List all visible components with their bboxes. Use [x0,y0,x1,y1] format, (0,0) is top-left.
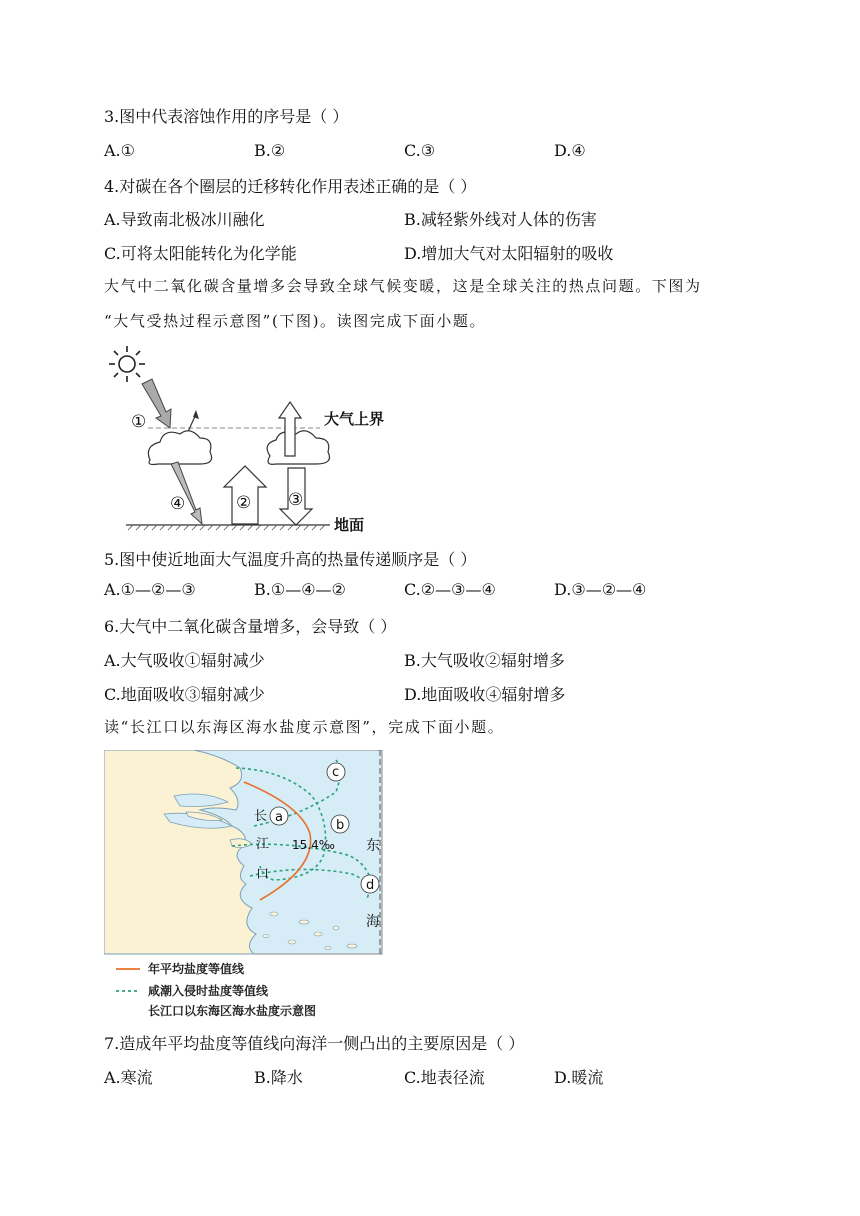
q4-option-a: A.导致南北极冰川融化 [104,210,265,229]
label-hai: 海 [366,914,380,930]
intro-paragraph-line1: 大气中二氧化碳含量增多会导致全球气候变暖，这是全球关注的热点问题。下图为 [104,277,702,295]
q7-option-d: D.暖流 [554,1068,604,1087]
intro-paragraph-line2: “大气受热过程示意图”(下图)。读图完成下面小题。 [104,312,487,330]
marker-4: ④ [170,494,186,514]
map-legend [112,958,392,1024]
q6-stem: 6.大气中二氧化碳含量增多，会导致（ ） [104,617,397,636]
point-d: d [366,878,375,893]
marker-1: ① [131,412,147,432]
left-cloud [148,431,211,465]
solar-radiation-arrow [142,379,171,428]
q4-option-d: D.增加大气对太阳辐射的吸收 [404,244,614,263]
q7-option-b: B.降水 [254,1068,303,1087]
right-cloud [267,431,329,465]
q7-option-c: C.地表径流 [404,1068,485,1087]
sun-icon [109,346,145,382]
q3-option-d: D.④ [554,141,586,160]
q7-option-a: A.寒流 [104,1068,153,1087]
map-intro: 读“长江口以东海区海水盐度示意图”，完成下面小题。 [104,718,505,736]
label-salinity: 15.4‰ [292,838,335,852]
q3-option-a: A.① [104,141,135,160]
q6-option-c: C.地面吸收③辐射减少 [104,685,265,704]
point-b: b [336,818,345,833]
q4-option-b: B.减轻紫外线对人体的伤害 [404,210,597,229]
q3-option-b: B.② [254,141,286,160]
q5-option-b: B.①—④—② [254,580,346,599]
legend-annual: 年平均盐度等值线 [148,962,245,976]
atmosphere-heating-diagram [100,342,400,532]
salinity-map [104,750,384,956]
q5-stem: 5.图中使近地面大气温度升高的热量传递顺序是（ ） [104,550,477,569]
label-kou: 口 [256,867,270,882]
label-atmosphere-top: 大气上界 [324,410,385,428]
label-dong: 东 [366,838,380,854]
q5-option-a: A.①—②—③ [104,580,196,599]
legend-saltwater: 咸潮入侵时盐度等值线 [148,984,269,998]
q5-option-d: D.③—②—④ [554,580,647,599]
label-ground: 地面 [334,516,365,532]
q7-stem: 7.造成年平均盐度等值线向海洋一侧凸出的主要原因是（ ） [104,1034,525,1053]
q6-option-b: B.大气吸收②辐射增多 [404,651,565,670]
land-area [104,750,256,954]
q5-option-c: C.②—③—④ [404,580,496,599]
q3-stem: 3.图中代表溶蚀作用的序号是（ ） [104,107,349,126]
label-jiang: 江 [256,837,270,852]
map-caption: 长江口以东海区海水盐度示意图 [148,1004,317,1018]
q4-stem: 4.对碳在各个圈层的迁移转化作用表述正确的是（ ） [104,177,477,196]
q4-option-c: C.可将太阳能转化为化学能 [104,244,297,263]
point-c: c [332,765,340,780]
q6-option-d: D.地面吸收④辐射增多 [404,685,566,704]
q6-option-a: A.大气吸收①辐射减少 [104,651,265,670]
marker-2: ② [236,493,252,513]
label-chang: 长 [254,809,268,824]
q3-option-c: C.③ [404,141,436,160]
ground-solar-arrow [171,462,202,524]
point-a: a [275,810,283,825]
marker-3: ③ [288,490,304,510]
